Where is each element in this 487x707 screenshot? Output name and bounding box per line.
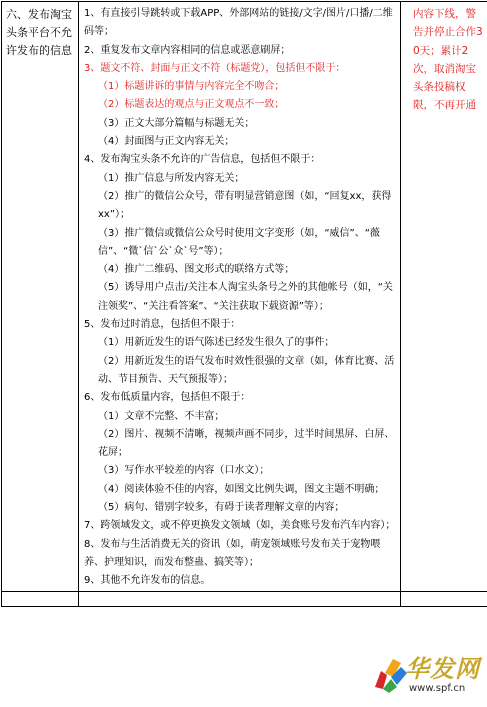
rule-line: （2）推广的微信公众号，带有明显营销意图（如，“回复xx，获得xx”）； [98,190,392,221]
rule-line: （4）推广二维码、图文形式的联络方式等； [98,264,295,276]
penalty-text: 内容下线，警告并停止合作30天；累计2次，取消淘宝头条投稿权限，不再开通 [413,8,483,112]
rule-line: （2）标题表达的观点与正文观点不一致； [98,99,285,111]
rule-line: 5、发布过时消息，包括但不限于： [84,319,241,331]
category-label: 六、发布淘宝头条平台不允许发布的信息 [6,8,72,57]
empty-row [2,591,487,606]
rule-line: （4）封面图与正文内容无关； [98,136,235,148]
rule-line: 6、发布低质量内容，包括但不限于： [84,392,251,404]
rule-row [2,2,487,592]
rule-line: 4、发布淘宝头条不允许的广告信息，包括但不限于： [84,154,321,166]
rule-line: （2）用新近发生的语气发布时效性很强的文章（如，体育比赛、活动、节目预告、天气预报等）； [98,355,395,385]
empty-cell [79,591,401,606]
rule-line: 9、其他不允许发布的信息。 [84,575,211,587]
rule-line: （5）病句、错别字较多，有碍于读者理解文章的内容； [98,502,345,514]
penalty-cell [401,2,487,592]
rules-cell [79,2,401,592]
rule-line: （5）诱导用户点击/关注本人淘宝头条号之外的其他帐号（如，“关注领奖”、“关注看答案”、“关注获取下载资源”等）； [98,282,393,312]
rule-line: （3）推广微信或微信公众号时使用文字变形（如，“威信”、“薇信”、“微`信`公`众`号”等）； [98,227,380,257]
rule-line: 3、题文不符、封面与正文不符（标题党），包括但不限于： [84,62,346,74]
empty-cell [401,591,487,606]
rule-line: 2、重复发布文章内容相同的信息或恶意刷屏； [84,44,291,56]
category-cell [2,2,79,592]
site-watermark [371,649,481,701]
empty-cell [2,591,79,606]
rule-line: （4）阅读体验不佳的内容，如图文比例失调，图文主题不明确； [98,483,385,495]
rule-line: （3）写作水平较差的内容（口水文）； [98,465,270,477]
rule-line: （1）文章不完整、不丰富； [98,410,225,422]
watermark-url: www.spf.cn [409,683,466,694]
rule-line: （1）标题讲诉的事情与内容完全不吻合； [98,81,285,93]
rule-line: （2）图片、视频不清晰，视频声画不同步，过半时间黑屏、白屏、花屏； [98,428,395,459]
rule-line: 8、发布与生活消费无关的资讯（如，萌宠领域账号发布关于宠物喂养、护理知识，而发布整蛊、搞笑等）； [84,538,381,568]
rules-table [1,1,487,607]
rule-lines [79,2,400,591]
watermark-name: 华发网 [405,654,480,683]
rule-line: （1）推广信息与所发内容无关； [98,172,245,184]
rule-line: （3）正文大部分篇幅与标题无关； [98,117,255,129]
rule-line: 7、跨领域发文，或不停更换发文领域（如，美食账号发布汽车内容）； [84,520,396,532]
rule-line: （1）用新近发生的语气陈述已经发生很久了的事件； [98,337,335,349]
rule-line: 1、有直接引导跳转或下载APP、外部网站的链接/文字/图片/口播/二维码等； [84,8,393,38]
horse-logo-icon [371,653,409,693]
